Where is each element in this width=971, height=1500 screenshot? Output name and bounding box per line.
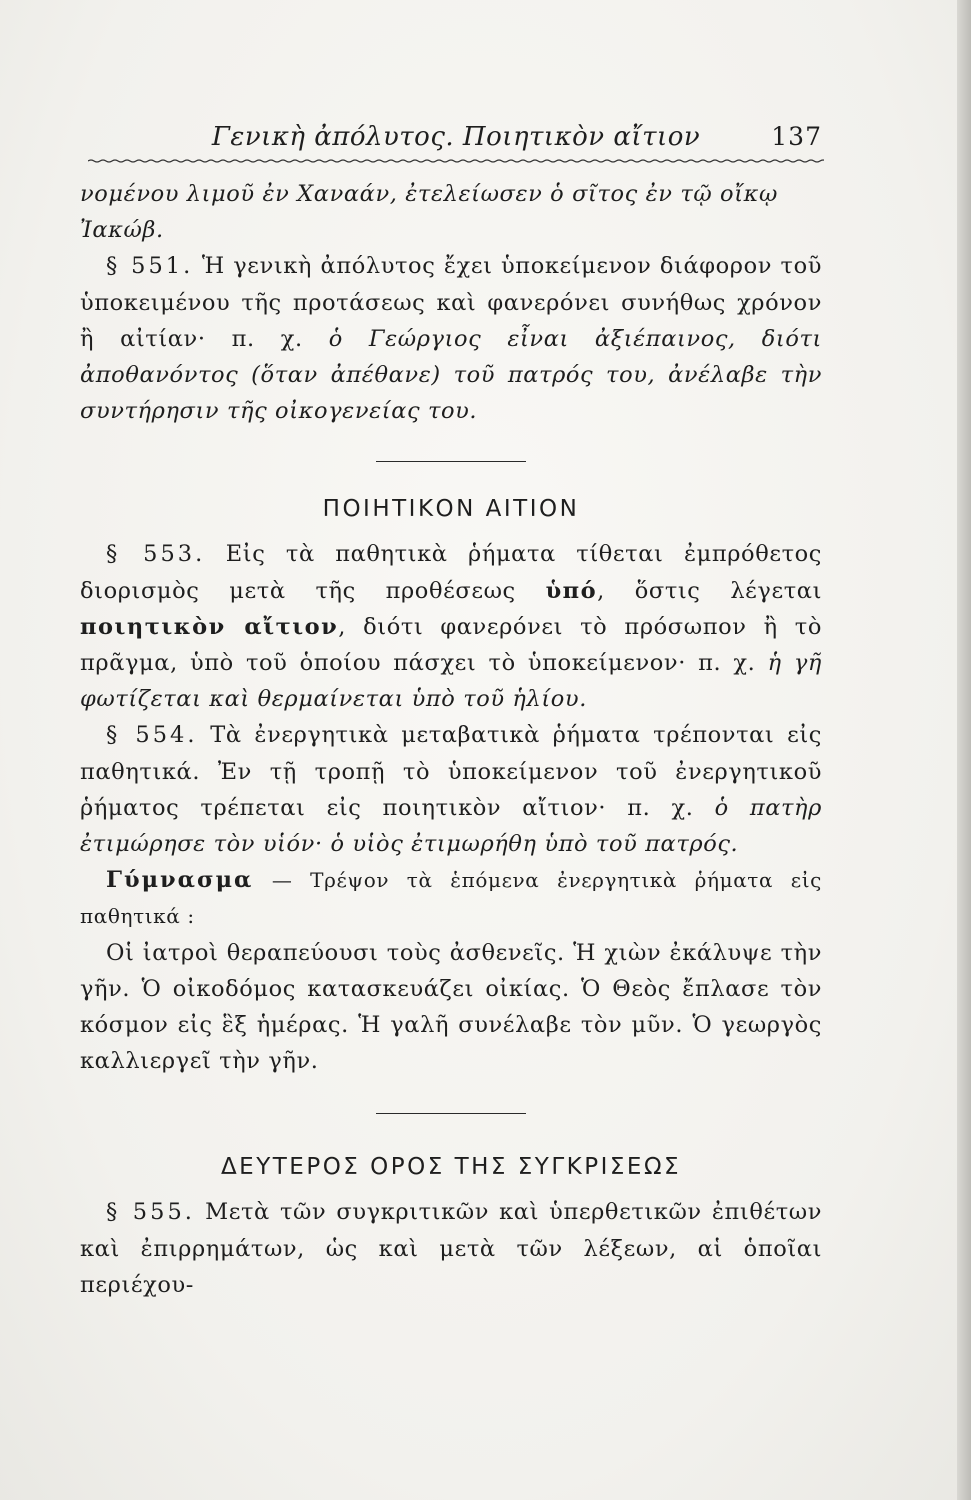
paragraph-553-text-b: , ὅστις λέγεται <box>597 577 823 604</box>
section-number-555: § 555. <box>106 1199 195 1226</box>
paragraph-553 <box>80 536 822 717</box>
paragraph-554 <box>80 717 822 862</box>
paragraph-551-text: Ἡ γενικὴ ἀπόλυτος ἔχει ὑποκείμενον διάφορον τοῦ ὑποκειμένου τῆς προτάσεως καὶ φανερόνει συνήθως χρόνον ἢ αἰτίαν· π. χ. <box>80 253 822 352</box>
section-number-553: § 553. <box>106 541 206 568</box>
paragraph-555-text: Μετὰ τῶν συγκριτικῶν καὶ ὑπερθετικῶν ἐπιθέτων καὶ ἐπιρρημάτων, ὡς καὶ μετὰ τῶν λέξεων, αἱ ὁποῖαι περιέχου- <box>80 1199 823 1298</box>
scan-edge-shadow <box>957 0 971 1500</box>
continuation-line-2: Ἰακώβ. <box>80 217 164 244</box>
paragraph-continuation <box>80 176 822 248</box>
exercise-instruction <box>80 862 822 934</box>
running-title: Γενικὴ ἀπόλυτος. Ποιητικὸν αἴτιον <box>211 122 701 152</box>
section-heading-poietikon-aition: ΠΟΙΗΤΙΚΟΝ ΑΙΤΙΟΝ <box>322 496 580 523</box>
section-number-551: § 551. <box>106 253 194 280</box>
continuation-line-1: νομένου λιμοῦ ἐν Χαναάν, ἐτελείωσεν ὁ σῖτος ἐν τῷ οἴκῳ <box>80 181 778 207</box>
exercise-label: Γύμνασμα <box>106 867 254 894</box>
section-number-554: § 554. <box>106 722 198 749</box>
header-wavy-rule <box>88 156 824 166</box>
exercise-text: — Τρέψον τὰ ἑπόμενα ἐνεργητικὰ ῥήματα εἰς παθητικά : <box>80 868 822 929</box>
page-number: 137 <box>771 122 822 151</box>
section-divider-1 <box>376 461 526 462</box>
section-heading-deuteros-oros: ΔΕΥΤΕΡΟΣ ΟΡΟΣ ΤΗΣ ΣΥΓΚΡΙΣΕΩΣ <box>220 1154 682 1181</box>
body-text <box>80 176 822 1303</box>
paragraph-553-example: ἡ γῆ φωτίζεται καὶ θερμαίνεται ὑπὸ τοῦ ἡλίου. <box>80 650 822 713</box>
paragraph-553-text-a: Εἰς τὰ παθητικὰ ῥήματα τίθεται ἐμπρόθετος διορισμὸς μετὰ τῆς προθέσεως <box>80 541 822 604</box>
paragraph-553-text-c: , διότι φανερόνει τὸ πρόσωπον ἢ τὸ πρᾶγμα, ὑπὸ τοῦ ὁποίου πάσχει τὸ ὑποκείμενον· π. χ. <box>80 613 822 677</box>
paragraph-551 <box>80 248 822 429</box>
paragraph-553-bold-term: ποιητικὸν αἴτιον <box>80 613 339 640</box>
paragraph-554-text: Τὰ ἐνεργητικὰ μεταβατικὰ ῥήματα τρέπονται εἰς παθητικά. Ἐν τῇ τροπῇ τὸ ὑποκείμενον τοῦ ἐνεργητικοῦ ῥήματος τρέπεται εἰς ποιητικὸν αἴτιον· π. χ. <box>80 722 822 821</box>
paragraph-555 <box>80 1194 822 1303</box>
page-header <box>88 118 824 158</box>
exercise-sentences: Οἱ ἰατροὶ θεραπεύουσι τοὺς ἀσθενεῖς. Ἡ χιὼν ἐκάλυψε τὴν γῆν. Ὁ οἰκοδόμος κατασκευάζει οἰκίας. Ὁ Θεὸς ἔπλασε τὸν κόσμον εἰς ἓξ ἡμέρας. Ἡ γαλῆ συνέλαβε τὸν μῦν. Ὁ γεωργὸς καλλιεργεῖ τὴν γῆν. <box>80 939 822 1075</box>
paragraph-554-example: ὁ πατὴρ ἐτιμώρησε τὸν υἱόν· ὁ υἱὸς ἐτιμωρήθη ὑπὸ τοῦ πατρός. <box>80 794 822 858</box>
paragraph-553-bold-hypo: ὑπό <box>545 577 598 604</box>
paragraph-551-example: ὁ Γεώργιος εἶναι ἀξιέπαινος, διότι ἀποθανόντος (ὅταν ἀπέθανε) τοῦ πατρός του, ἀνέλαβε τὴν συντήρησιν τῆς οἰκογενείας του. <box>80 325 822 425</box>
section-divider-2 <box>376 1113 526 1114</box>
